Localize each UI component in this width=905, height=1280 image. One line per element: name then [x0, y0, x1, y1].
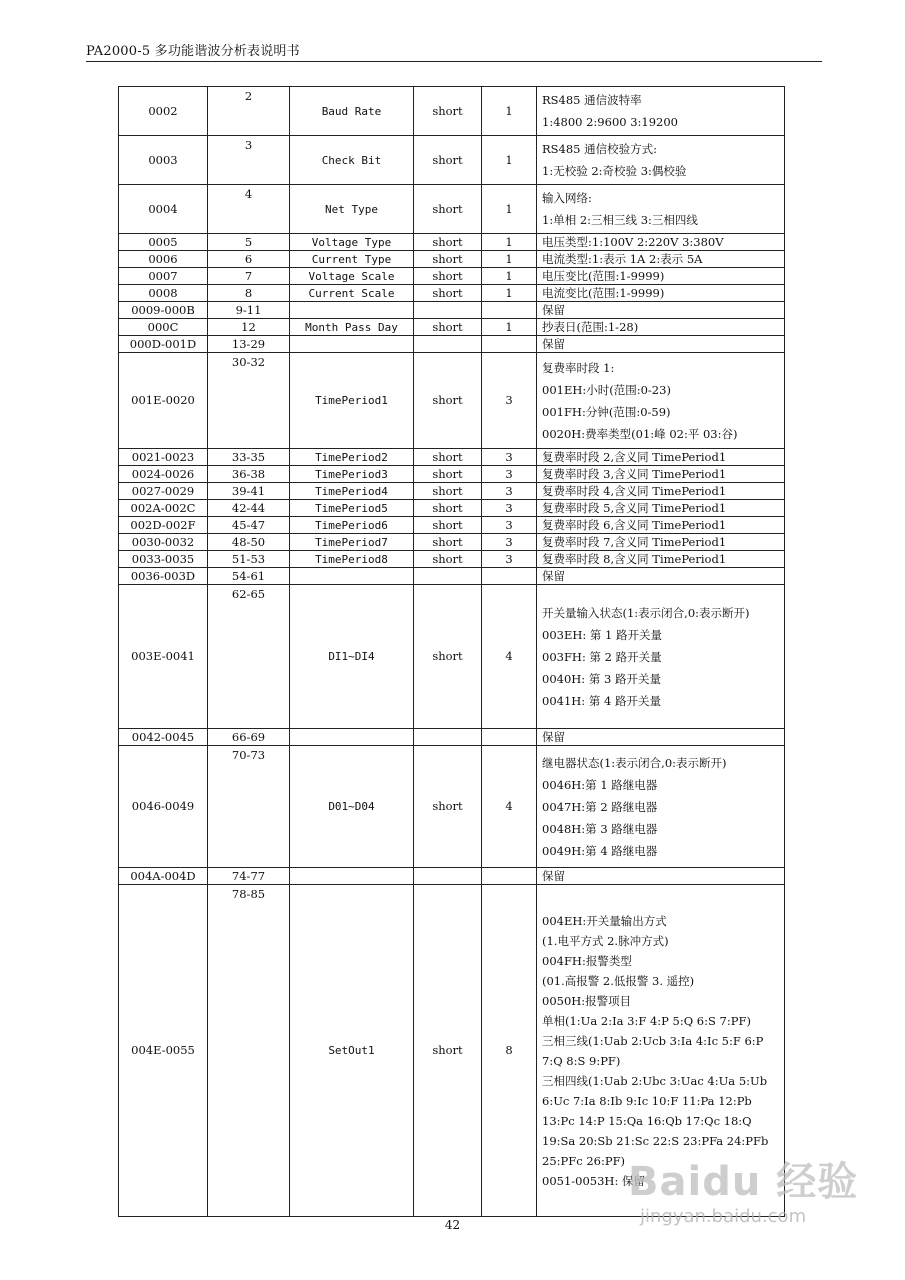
description-line: RS485 通信波特率 [542, 93, 642, 107]
register-description [537, 551, 785, 568]
description-line: RS485 通信校验方式: [542, 142, 658, 156]
register-description [537, 466, 785, 483]
description-line: 1:无校验 2:奇校验 3:偶校验 [542, 164, 687, 178]
register-description [537, 87, 785, 136]
register-count: 1 [482, 136, 537, 185]
table-row [119, 551, 785, 568]
register-count: 3 [482, 449, 537, 466]
register-data-type: short [414, 517, 482, 534]
register-count: 3 [482, 353, 537, 449]
register-data-type: short [414, 251, 482, 268]
register-name [290, 568, 414, 585]
register-hex-address: 002A-002C [119, 500, 208, 517]
register-hex-address: 0009-000B [119, 302, 208, 319]
register-count [482, 336, 537, 353]
register-data-type: short [414, 319, 482, 336]
table-row [119, 136, 785, 185]
register-name: TimePeriod7 [290, 534, 414, 551]
description-line: 复费率时段 7,含义同 TimePeriod1 [542, 534, 727, 549]
document-header-title: PA2000-5 多功能谐波分析表说明书 [86, 44, 300, 59]
header-divider [86, 61, 822, 62]
table-row [119, 746, 785, 868]
description-line: 三相三线(1:Uab 2:Ucb 3:Ia 4:Ic 5:F 6:P 7:Q 8:S 9:PF) [542, 1033, 764, 1068]
register-dec-address: 13-29 [208, 336, 290, 353]
description-line: 001EH:小时(范围:0-23) [542, 382, 671, 397]
register-hex-address: 0033-0035 [119, 551, 208, 568]
register-dec-address: 62-65 [208, 585, 290, 729]
register-count: 1 [482, 285, 537, 302]
description-line: 开关量输入状态(1:表示闭合,0:表示断开) [542, 605, 750, 620]
description-line: 保留 [542, 729, 565, 744]
register-dec-address: 78-85 [208, 885, 290, 1217]
register-name: D01~D04 [290, 746, 414, 868]
register-description [537, 517, 785, 534]
table-row [119, 483, 785, 500]
register-name: Current Type [290, 251, 414, 268]
register-hex-address: 0006 [119, 251, 208, 268]
register-hex-address: 0036-003D [119, 568, 208, 585]
watermark [628, 1150, 878, 1250]
register-dec-address: 42-44 [208, 500, 290, 517]
register-count: 3 [482, 483, 537, 500]
register-description [537, 353, 785, 449]
description-line: 1:4800 2:9600 3:19200 [542, 115, 679, 129]
description-line: 0041H: 第 4 路开关量 [542, 693, 661, 708]
description-line: 0046H:第 1 路继电器 [542, 777, 658, 792]
description-line: 电压类型:1:100V 2:220V 3:380V [542, 234, 724, 249]
register-name: TimePeriod3 [290, 466, 414, 483]
register-data-type: short [414, 185, 482, 234]
register-hex-address: 0027-0029 [119, 483, 208, 500]
table-row [119, 729, 785, 746]
register-dec-address: 8 [208, 285, 290, 302]
register-name: Baud Rate [290, 87, 414, 136]
register-dec-address: 48-50 [208, 534, 290, 551]
register-count: 4 [482, 746, 537, 868]
register-data-type: short [414, 353, 482, 449]
register-count: 4 [482, 585, 537, 729]
register-count [482, 302, 537, 319]
register-description [537, 251, 785, 268]
description-line: 抄表日(范围:1-28) [542, 319, 639, 334]
register-table [118, 86, 785, 1217]
register-dec-address: 3 [208, 136, 290, 185]
register-hex-address: 0007 [119, 268, 208, 285]
register-hex-address: 0002 [119, 87, 208, 136]
register-description [537, 746, 785, 868]
register-dec-address: 70-73 [208, 746, 290, 868]
description-line: 复费率时段 5,含义同 TimePeriod1 [542, 500, 727, 515]
register-count [482, 568, 537, 585]
register-hex-address: 0003 [119, 136, 208, 185]
table-row [119, 302, 785, 319]
register-count: 1 [482, 268, 537, 285]
description-line: 单相(1:Ua 2:Ia 3:F 4:P 5:Q 6:S 7:PF) [542, 1013, 751, 1028]
register-data-type: short [414, 500, 482, 517]
register-hex-address: 0008 [119, 285, 208, 302]
register-dec-address: 4 [208, 185, 290, 234]
register-dec-address: 7 [208, 268, 290, 285]
register-data-type [414, 868, 482, 885]
table-row [119, 568, 785, 585]
description-line: 003EH: 第 1 路开关量 [542, 627, 663, 642]
register-hex-address: 0030-0032 [119, 534, 208, 551]
register-dec-address: 45-47 [208, 517, 290, 534]
description-line: 复费率时段 3,含义同 TimePeriod1 [542, 466, 727, 481]
register-description [537, 268, 785, 285]
description-line: 0049H:第 4 路继电器 [542, 843, 658, 858]
table-row [119, 268, 785, 285]
register-description [537, 319, 785, 336]
register-data-type [414, 729, 482, 746]
table-row [119, 500, 785, 517]
register-count: 1 [482, 251, 537, 268]
register-description [537, 483, 785, 500]
description-line: 0047H:第 2 路继电器 [542, 799, 658, 814]
register-data-type: short [414, 746, 482, 868]
register-name: TimePeriod8 [290, 551, 414, 568]
register-dec-address: 33-35 [208, 449, 290, 466]
description-line: 复费率时段 8,含义同 TimePeriod1 [542, 551, 727, 566]
table-row [119, 517, 785, 534]
register-count: 8 [482, 885, 537, 1217]
register-data-type [414, 336, 482, 353]
register-hex-address: 002D-002F [119, 517, 208, 534]
register-description [537, 285, 785, 302]
register-name: TimePeriod5 [290, 500, 414, 517]
register-hex-address: 0046-0049 [119, 746, 208, 868]
description-line: 复费率时段 2,含义同 TimePeriod1 [542, 449, 727, 464]
register-name: DI1~DI4 [290, 585, 414, 729]
register-description [537, 449, 785, 466]
register-hex-address: 000D-001D [119, 336, 208, 353]
description-line: 输入网络: [542, 191, 592, 205]
description-line: 复费率时段 1: [542, 360, 615, 375]
register-dec-address: 74-77 [208, 868, 290, 885]
register-name: TimePeriod6 [290, 517, 414, 534]
register-data-type [414, 568, 482, 585]
register-count [482, 729, 537, 746]
description-line: 保留 [542, 336, 565, 351]
table-row [119, 234, 785, 251]
register-name: Current Scale [290, 285, 414, 302]
register-description [537, 336, 785, 353]
register-count: 3 [482, 466, 537, 483]
register-data-type: short [414, 234, 482, 251]
register-data-type [414, 302, 482, 319]
register-data-type: short [414, 466, 482, 483]
table-row [119, 285, 785, 302]
register-data-type: short [414, 551, 482, 568]
description-line: 0050H:报警项目 [542, 993, 632, 1008]
register-dec-address: 54-61 [208, 568, 290, 585]
register-data-type: short [414, 285, 482, 302]
register-dec-address: 5 [208, 234, 290, 251]
register-name: TimePeriod2 [290, 449, 414, 466]
register-count: 3 [482, 517, 537, 534]
register-hex-address: 0005 [119, 234, 208, 251]
table-row [119, 251, 785, 268]
register-hex-address: 004E-0055 [119, 885, 208, 1217]
register-count: 3 [482, 500, 537, 517]
description-line: 继电器状态(1:表示闭合,0:表示断开) [542, 755, 727, 770]
register-dec-address: 6 [208, 251, 290, 268]
register-description [537, 234, 785, 251]
register-description [537, 500, 785, 517]
description-line: 0040H: 第 3 路开关量 [542, 671, 661, 686]
description-line: 电流变比(范围:1-9999) [542, 285, 665, 300]
description-line: 001FH:分钟(范围:0-59) [542, 404, 671, 419]
register-hex-address: 0004 [119, 185, 208, 234]
table-row [119, 185, 785, 234]
register-dec-address: 12 [208, 319, 290, 336]
description-line: 复费率时段 6,含义同 TimePeriod1 [542, 517, 727, 532]
table-row [119, 449, 785, 466]
register-dec-address: 66-69 [208, 729, 290, 746]
table-row [119, 466, 785, 483]
register-data-type: short [414, 268, 482, 285]
register-data-type: short [414, 87, 482, 136]
register-description [537, 729, 785, 746]
register-count: 1 [482, 87, 537, 136]
description-line: 004EH:开关量输出方式 [542, 913, 667, 928]
register-name: TimePeriod4 [290, 483, 414, 500]
table-row [119, 319, 785, 336]
register-name: Month Pass Day [290, 319, 414, 336]
description-line: 电压变比(范围:1-9999) [542, 268, 665, 283]
description-line: (01.高报警 2.低报警 3. 遥控) [542, 973, 695, 988]
register-name: Voltage Type [290, 234, 414, 251]
watermark-url: jingyan.baidu.com [640, 1206, 807, 1227]
description-line: 0048H:第 3 路继电器 [542, 821, 658, 836]
register-description [537, 568, 785, 585]
table-row [119, 868, 785, 885]
description-line: (1.电平方式 2.脉冲方式) [542, 933, 669, 948]
register-dec-address: 51-53 [208, 551, 290, 568]
description-line: 004FH:报警类型 [542, 953, 632, 968]
register-data-type: short [414, 534, 482, 551]
description-line: 保留 [542, 302, 565, 317]
register-description [537, 868, 785, 885]
register-description [537, 185, 785, 234]
register-name [290, 868, 414, 885]
register-hex-address: 000C [119, 319, 208, 336]
register-hex-address: 0021-0023 [119, 449, 208, 466]
table-row [119, 353, 785, 449]
table-row [119, 585, 785, 729]
register-name [290, 302, 414, 319]
register-data-type: short [414, 449, 482, 466]
watermark-logo: Baidu 经验 [628, 1159, 859, 1205]
description-line: 003FH: 第 2 路开关量 [542, 649, 662, 664]
table-row [119, 87, 785, 136]
register-hex-address: 0024-0026 [119, 466, 208, 483]
description-line: 1:单相 2:三相三线 3:三相四线 [542, 213, 698, 227]
register-name: SetOut1 [290, 885, 414, 1217]
description-line: 0051-0053H: 保留 [542, 1173, 645, 1188]
description-line: 电流类型:1:表示 1A 2:表示 5A [542, 251, 703, 266]
register-dec-address: 2 [208, 87, 290, 136]
description-line: 三相四线(1:Uab 2:Ubc 3:Uac 4:Ua 5:Ub 6:Uc 7:Ia 8:Ib 9:Ic 10:F 11:Pa 12:Pb 13:Pc 14:P 15:Qa 16:Qb 17:Qc 18:Q 19:Sa 20:Sb 21:Sc 22:S 23:PFa 24:PFb 25:PFc 26:PF) [542, 1073, 769, 1168]
description-line: 保留 [542, 568, 565, 583]
register-dec-address: 39-41 [208, 483, 290, 500]
register-hex-address: 003E-0041 [119, 585, 208, 729]
register-dec-address: 30-32 [208, 353, 290, 449]
table-row [119, 336, 785, 353]
description-line: 保留 [542, 868, 565, 883]
page-number: 42 [444, 1218, 461, 1232]
register-count: 1 [482, 234, 537, 251]
register-hex-address: 0042-0045 [119, 729, 208, 746]
register-data-type: short [414, 585, 482, 729]
register-name: TimePeriod1 [290, 353, 414, 449]
register-data-type: short [414, 483, 482, 500]
register-name [290, 729, 414, 746]
register-count [482, 868, 537, 885]
register-count: 1 [482, 319, 537, 336]
register-description [537, 534, 785, 551]
register-count: 3 [482, 534, 537, 551]
register-name: Voltage Scale [290, 268, 414, 285]
register-data-type: short [414, 136, 482, 185]
register-dec-address: 36-38 [208, 466, 290, 483]
register-count: 3 [482, 551, 537, 568]
register-hex-address: 004A-004D [119, 868, 208, 885]
register-table-body [119, 87, 785, 1217]
register-description [537, 585, 785, 729]
table-row [119, 534, 785, 551]
register-name [290, 336, 414, 353]
register-data-type: short [414, 885, 482, 1217]
register-name: Net Type [290, 185, 414, 234]
register-dec-address: 9-11 [208, 302, 290, 319]
register-count: 1 [482, 185, 537, 234]
description-line: 复费率时段 4,含义同 TimePeriod1 [542, 483, 727, 498]
register-hex-address: 001E-0020 [119, 353, 208, 449]
description-line: 0020H:费率类型(01:峰 02:平 03:谷) [542, 426, 738, 441]
register-description [537, 136, 785, 185]
register-name: Check Bit [290, 136, 414, 185]
register-description [537, 302, 785, 319]
